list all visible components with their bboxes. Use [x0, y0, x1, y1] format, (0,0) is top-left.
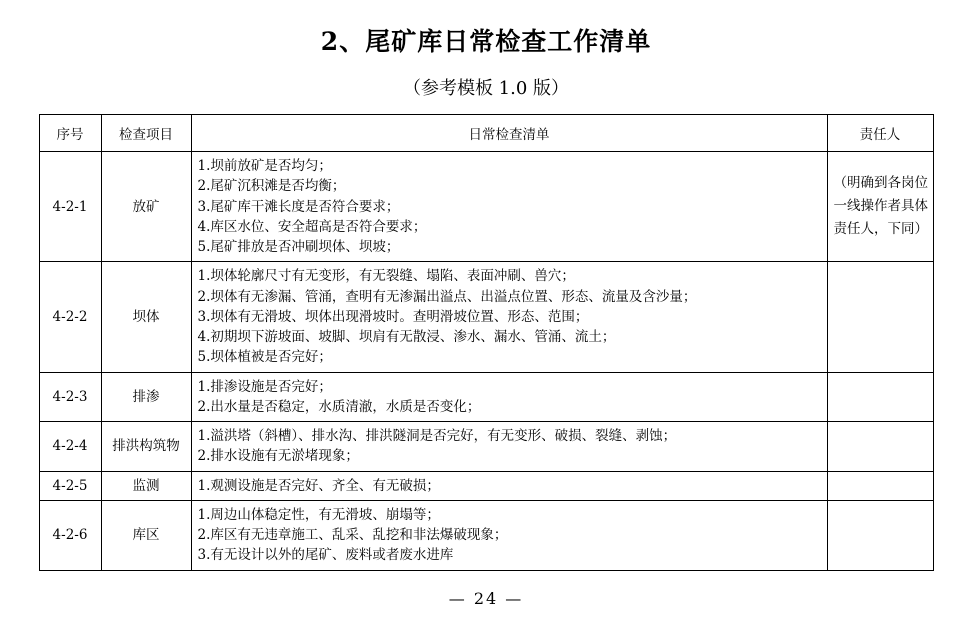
row-checklist	[191, 422, 827, 472]
responsible-person-line: 一线操作者具体	[833, 198, 928, 215]
row-number: 4-2-5	[39, 471, 101, 500]
checklist-line: 2.排水设施有无淤堵现象；	[197, 448, 359, 465]
row-number: 4-2-6	[39, 500, 101, 570]
page-number: — 24 —	[448, 589, 524, 608]
table-row	[39, 372, 933, 422]
checklist-line: 1.坝前放矿是否均匀；	[197, 158, 332, 174]
row-responsible-person	[827, 262, 933, 372]
column-header-no: 序号	[39, 115, 101, 152]
row-checklist	[191, 372, 827, 422]
table-header-row	[39, 115, 933, 152]
row-number: 4-2-2	[39, 262, 101, 372]
responsible-person-line: 责任人，下同）	[833, 221, 928, 238]
row-responsible-person	[827, 500, 933, 570]
row-checklist	[191, 500, 827, 570]
row-checklist	[191, 262, 827, 372]
row-item: 库区	[101, 500, 191, 570]
column-header-item: 检查项目	[101, 115, 191, 152]
column-header-list: 日常检查清单	[191, 115, 827, 152]
table-row	[39, 500, 933, 570]
checklist-line: 3.有无设计以外的尾矿、废料或者废水进库	[197, 547, 454, 564]
row-item: 排洪构筑物	[101, 422, 191, 472]
row-checklist	[191, 152, 827, 262]
checklist-line: 1.排渗设施是否完好；	[197, 378, 332, 395]
checklist-line: 1.坝体轮廓尺寸有无变形，有无裂缝、塌陷、表面冲刷、兽穴；	[197, 268, 575, 285]
column-header-person: 责任人	[827, 115, 933, 152]
document-page	[0, 22, 972, 624]
responsible-person-line: （明确到各岗位	[833, 175, 928, 192]
checklist-line: 5.尾矿排放是否冲刷坝体、坝坡；	[197, 239, 400, 255]
table-row	[39, 471, 933, 500]
row-item: 监测	[101, 471, 191, 500]
table-body	[39, 152, 933, 571]
checklist-line: 2.尾矿沉积滩是否均衡；	[197, 178, 346, 195]
row-responsible-person	[827, 152, 933, 262]
table-row	[39, 422, 933, 472]
row-responsible-person	[827, 372, 933, 422]
table-header	[39, 115, 933, 152]
row-number: 4-2-1	[39, 152, 101, 262]
checklist-line: 1.观测设施是否完好、齐全、有无破损；	[197, 477, 440, 494]
checklist-line: 2.库区有无违章施工、乱采、乱挖和非法爆破现象；	[197, 527, 508, 543]
row-responsible-person	[827, 422, 933, 472]
checklist-line: 3.尾矿库干滩长度是否符合要求；	[197, 198, 400, 215]
checklist-line: 5.坝体植被是否完好；	[197, 349, 332, 366]
checklist-line: 2.坝体有无渗漏、管涌，查明有无渗漏出溢点、出溢点位置、形态、流量及含沙量；	[197, 288, 697, 305]
checklist-line: 4.初期坝下游坡面、坡脚、坝肩有无散浸、渗水、漏水、管涌、流土；	[197, 329, 616, 345]
row-number: 4-2-3	[39, 372, 101, 422]
row-item: 排渗	[101, 372, 191, 422]
inspection-checklist-table	[39, 114, 934, 571]
row-checklist	[191, 471, 827, 500]
table-row	[39, 262, 933, 372]
row-item: 坝体	[101, 262, 191, 372]
page-subtitle: （参考模板 1.0 版）	[402, 78, 570, 99]
row-item: 放矿	[101, 152, 191, 262]
page-title: 2、尾矿库日常检查工作清单	[320, 27, 652, 56]
checklist-line: 1.溢洪塔（斜槽）、排水沟、排洪隧洞是否完好，有无变形、破损、裂缝、剥蚀；	[197, 428, 677, 444]
table-row	[39, 152, 933, 262]
checklist-line: 1.周边山体稳定性，有无滑坡、崩塌等；	[197, 506, 440, 523]
checklist-line: 3.坝体有无滑坡、坝体出现滑坡时。查明滑坡位置、形态、范围；	[197, 308, 589, 325]
checklist-line: 2.出水量是否稳定，水质清澈，水质是否变化；	[197, 398, 481, 415]
row-number: 4-2-4	[39, 422, 101, 472]
checklist-line: 4.库区水位、安全超高是否符合要求；	[197, 218, 427, 235]
row-responsible-person	[827, 471, 933, 500]
